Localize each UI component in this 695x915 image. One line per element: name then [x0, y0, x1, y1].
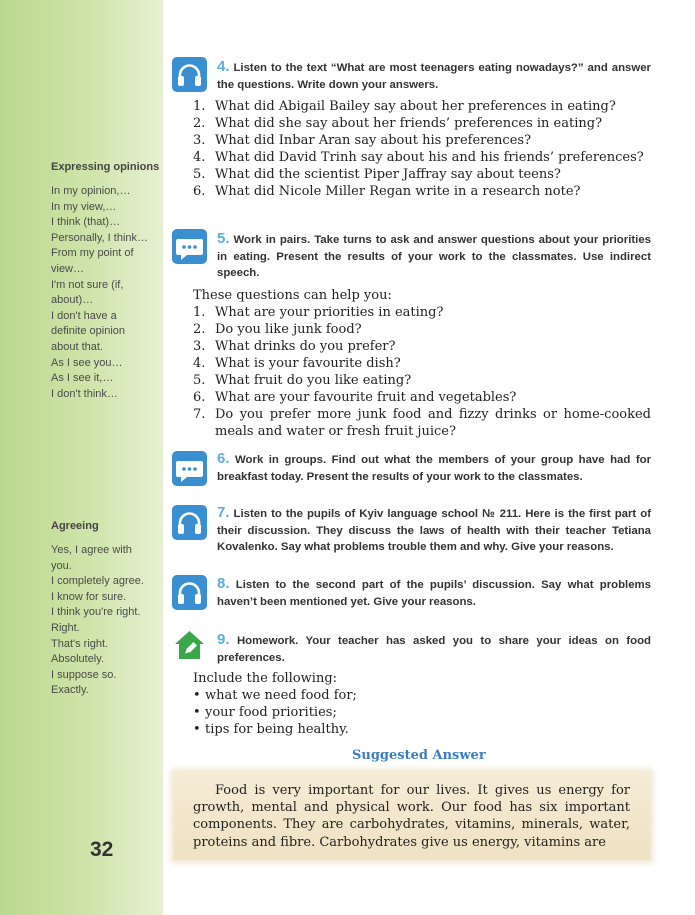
sidebar-phrase: I don't think…: [51, 387, 118, 400]
sidebar-phrase: I know for sure.: [51, 590, 127, 603]
question-text: Do you like junk food?: [215, 322, 362, 337]
question-item: [193, 166, 651, 183]
task-5-number: 5.: [217, 230, 230, 247]
question-number: 2.: [193, 116, 206, 131]
page-number: 32: [90, 838, 114, 861]
question-text: What are your favourite fruit and vegetables?: [215, 390, 517, 405]
task-8-text: Listen to the second part of the pupils’ discussion. Say what problems haven’t been mentioned yet. Give your reasons.: [217, 579, 651, 608]
agreeing-title: Agreeing: [51, 520, 99, 532]
question-number: 6.: [193, 184, 206, 199]
task-5-instruction: [217, 231, 651, 282]
question-number: 1.: [193, 99, 206, 114]
sidebar-phrase: I'm not sure (if,: [51, 278, 124, 291]
expressing-opinions-title: Expressing opinions: [51, 161, 160, 173]
question-number: 6.: [193, 390, 206, 405]
sidebar-phrase: I suppose so.: [51, 668, 117, 681]
question-text: What did the scientist Piper Jaffray say about teens?: [215, 167, 561, 182]
task-7-number: 7.: [217, 504, 230, 521]
sidebar-phrase: about that.: [51, 340, 103, 353]
question-text: What did she say about her friends’ preferences in eating?: [215, 116, 603, 131]
question-number: 5.: [193, 167, 206, 182]
task-6-instruction: [217, 451, 651, 485]
agreeing-list: [51, 543, 161, 699]
question-text: What did Abigail Bailey say about her preferences in eating?: [215, 99, 616, 114]
task-7-text: Listen to the pupils of Kyiv language school № 211. Here is the first part of their discussion. They discuss the laws of health with their teacher Tetiana Kovalenko. Say what problems trouble them and why. Give your reasons.: [217, 508, 651, 553]
question-number: 3.: [193, 339, 206, 354]
agreeing-box: [51, 520, 161, 699]
question-text: What fruit do you like eating?: [215, 373, 412, 388]
task-4-instruction: [217, 59, 651, 93]
suggested-answer-text: Food is very important for our lives. It gives us energy for growth, mental and physical work. Our food has six important components. They are carbohydrates, vitamins, minerals, water, proteins and fibre. Carbohydrates give us energy, vitamins are: [193, 783, 630, 850]
margin-sidebar: [0, 0, 163, 915]
speech-bubble-icon: [172, 229, 207, 264]
task-8-number: 8.: [217, 575, 230, 592]
question-number: 4.: [193, 356, 206, 371]
task-9-intro: Include the following:: [193, 671, 338, 686]
sidebar-phrase: Yes, I agree with: [51, 544, 132, 556]
task-5-questions: [193, 304, 651, 440]
sidebar-phrase: That's right.: [51, 637, 109, 650]
sidebar-phrase: In my opinion,…: [51, 185, 131, 197]
question-number: 4.: [193, 150, 206, 165]
question-item: [193, 149, 651, 166]
question-text: What are your priorities in eating?: [215, 305, 444, 320]
question-number: 3.: [193, 133, 206, 148]
task-6-text: Work in groups. Find out what the members of your group have had for breakfast today. Present the results of your work to the classmates.: [217, 454, 652, 483]
task-8-instruction: [217, 576, 651, 610]
question-text: What did Nicole Miller Regan write in a research note?: [215, 184, 581, 199]
question-item: [193, 98, 651, 115]
question-number: 2.: [193, 322, 206, 337]
sidebar-phrase: As I see you…: [51, 356, 123, 369]
question-item: [193, 183, 651, 200]
task-5-text: Work in pairs. Take turns to ask and answer questions about your priorities in eating. Present the results of your work to the classmates. Use indirect speech.: [217, 234, 651, 279]
task-9-bullets: [193, 687, 357, 738]
question-item: [193, 115, 651, 132]
sidebar-phrase: In my view,…: [51, 200, 117, 213]
speech-bubble-icon: [172, 451, 207, 486]
question-item: [193, 372, 651, 389]
bullet-item: • your food priorities;: [193, 704, 357, 721]
task-4-text: Listen to the text “What are most teenagers eating nowadays?” and answer the questions. Write down your answers.: [217, 62, 651, 91]
task-9-instruction: [217, 632, 651, 666]
task-5-intro: These questions can help you:: [193, 288, 392, 303]
task-9-text: Homework. Your teacher has asked you to share your ideas on food preferences.: [217, 635, 652, 664]
sidebar-phrase: Exactly.: [51, 684, 89, 697]
question-number: 1.: [193, 305, 206, 320]
task-7-instruction: [217, 505, 651, 556]
question-item: [193, 406, 651, 440]
sidebar-phrase: definite opinion: [51, 325, 126, 338]
headphones-icon: [172, 57, 207, 92]
sidebar-phrase: As I see it,…: [51, 372, 114, 385]
question-item: [193, 355, 651, 372]
task-4-number: 4.: [217, 58, 230, 75]
question-item: [193, 132, 651, 149]
sidebar-phrase: Personally, I think…: [51, 231, 149, 244]
sidebar-phrase: I think (that)…: [51, 216, 121, 229]
question-number: 5.: [193, 373, 206, 388]
bullet-item: • tips for being healthy.: [193, 721, 357, 738]
question-item: [193, 321, 651, 338]
sidebar-phrase: you.: [51, 559, 72, 572]
sidebar-phrase: From my point of: [51, 247, 134, 260]
question-text: What is your favourite dish?: [215, 356, 401, 371]
headphones-icon: [172, 505, 207, 540]
sidebar-phrase: Absolutely.: [51, 653, 104, 666]
question-item: [193, 389, 651, 406]
question-item: [193, 338, 651, 355]
question-text: What did Inbar Aran say about his preferences?: [215, 133, 532, 148]
sidebar-phrase: Right.: [51, 621, 80, 634]
question-number: 7.: [193, 407, 206, 422]
expressing-opinions-box: [51, 161, 161, 402]
sidebar-phrase: I completely agree.: [51, 575, 144, 588]
headphones-icon: [172, 575, 207, 610]
opinions-list: [51, 184, 161, 402]
question-text: What drinks do you prefer?: [215, 339, 396, 354]
sidebar-phrase: about)…: [51, 294, 94, 307]
homework-house-icon: [172, 627, 207, 662]
sidebar-phrase: I don't have a: [51, 309, 117, 322]
question-item: [193, 304, 651, 321]
sidebar-phrase: view…: [51, 262, 85, 275]
question-text: Do you prefer more junk food and fizzy drinks or home-cooked meals and water or fresh fruit juice?: [215, 407, 651, 439]
question-text: What did David Trinh say about his and his friends’ preferences?: [215, 150, 644, 165]
sidebar-phrase: I think you're right.: [51, 606, 141, 619]
suggested-answer-title: Suggested Answer: [352, 748, 486, 763]
task-6-number: 6.: [217, 450, 230, 467]
bullet-item: • what we need food for;: [193, 687, 357, 704]
task-4-questions: [193, 98, 651, 200]
task-9-number: 9.: [217, 631, 230, 648]
